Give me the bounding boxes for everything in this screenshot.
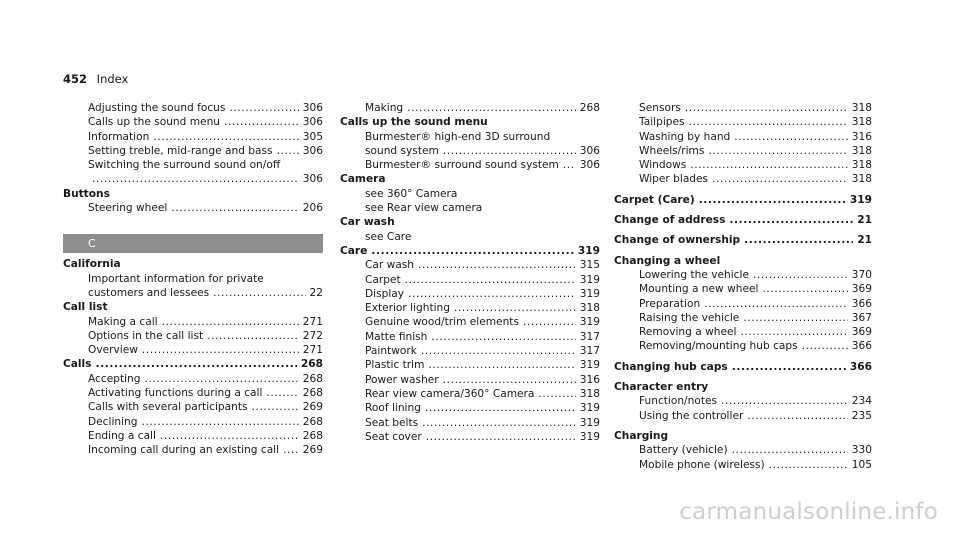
page-ref[interactable]: 268 — [300, 358, 323, 371]
leader-dots — [96, 357, 297, 371]
index-entry[interactable] — [340, 330, 600, 344]
entry-label: Raising the vehicle — [639, 311, 740, 324]
entry-label: Plastic trim — [365, 359, 425, 372]
entry-label: Making a call — [88, 315, 158, 328]
leader-dots — [454, 301, 576, 315]
entry-label: customers and lessees — [88, 286, 210, 299]
entry-label: Carpet (Care) — [614, 193, 695, 206]
entry-label: Car wash — [365, 259, 415, 272]
page-ref[interactable]: 235 — [851, 409, 872, 422]
index-heading[interactable] — [614, 233, 872, 247]
page-ref[interactable]: 268 — [302, 415, 323, 428]
page-ref[interactable]: 268 — [302, 429, 323, 442]
page-ref[interactable]: 318 — [851, 144, 872, 157]
entry-label: Carpet — [365, 273, 401, 286]
leader-dots — [729, 213, 853, 227]
index-entry[interactable] — [614, 325, 872, 339]
page-ref[interactable]: 234 — [851, 395, 872, 408]
entry-label: Information — [88, 130, 150, 143]
page-ref[interactable]: 319 — [577, 244, 600, 257]
index-heading[interactable] — [63, 257, 323, 271]
page-ref[interactable]: 317 — [579, 330, 600, 343]
entry-label: Battery (vehicle) — [639, 444, 728, 457]
leader-dots — [443, 373, 576, 387]
entry-label: Switching the surround sound on/off — [88, 159, 281, 172]
page-ref[interactable]: 21 — [857, 234, 872, 247]
page-ref[interactable]: 319 — [849, 193, 872, 206]
index-entry[interactable] — [614, 130, 872, 144]
entry-label: Camera — [340, 173, 386, 186]
index-heading[interactable] — [614, 193, 872, 207]
index-entry[interactable] — [614, 158, 872, 172]
leader-dots — [769, 458, 848, 472]
page-ref[interactable]: 269 — [302, 444, 323, 457]
page-ref[interactable]: 330 — [851, 444, 872, 457]
leader-dots — [689, 115, 848, 129]
entry-label: Steering wheel — [88, 202, 168, 215]
page-ref[interactable]: 272 — [302, 329, 323, 342]
leader-dots — [538, 387, 575, 401]
page-ref[interactable]: 269 — [302, 401, 323, 414]
entry-label: Windows — [639, 159, 687, 172]
index-entry[interactable] — [340, 301, 600, 315]
entry-label: Function/notes — [639, 395, 718, 408]
entry-label: Tailpipes — [639, 116, 685, 129]
index-entry[interactable] — [63, 372, 323, 386]
index-entry[interactable] — [614, 115, 872, 129]
index-entry[interactable] — [63, 329, 323, 343]
entry-label: Charging — [614, 429, 669, 442]
entry-label: Exterior lighting — [365, 302, 450, 315]
entry-label: Preparation — [639, 297, 701, 310]
index-entry[interactable] — [614, 172, 872, 186]
entry-label: Call list — [63, 301, 108, 314]
entry-label: sound system — [365, 144, 439, 157]
entry-label: Care — [340, 244, 368, 257]
leader-dots — [142, 343, 299, 357]
index-entry[interactable] — [340, 258, 600, 272]
index-heading[interactable] — [614, 213, 872, 227]
entry-label: Calls — [63, 358, 92, 371]
page-ref[interactable]: 318 — [579, 387, 600, 400]
index-entry[interactable] — [340, 273, 600, 287]
entry-label: Changing hub caps — [614, 360, 728, 373]
leader-dots — [418, 258, 576, 272]
leader-dots — [740, 325, 847, 339]
page-ref[interactable]: 319 — [579, 416, 600, 429]
entry-label: Ending a call — [88, 429, 156, 442]
leader-dots — [283, 443, 299, 457]
leader-dots — [229, 101, 298, 115]
page-ref[interactable]: 319 — [579, 430, 600, 443]
leader-dots — [425, 401, 576, 415]
entry-label: Car wash — [340, 216, 395, 229]
page-ref[interactable]: 318 — [851, 102, 872, 114]
page-header — [63, 72, 128, 86]
leader-dots — [277, 144, 299, 158]
page-ref[interactable]: 366 — [849, 360, 872, 373]
entry-label: Calls up the sound menu — [340, 116, 488, 129]
entry-label: Calls with several participants — [88, 401, 248, 414]
index-entry[interactable] — [614, 443, 872, 457]
index-entry[interactable] — [63, 443, 323, 457]
leader-dots — [421, 344, 576, 358]
leader-dots — [690, 158, 847, 172]
index-entry[interactable] — [63, 343, 323, 357]
entry-label: see Care — [365, 230, 412, 243]
leader-dots — [431, 330, 575, 344]
index-heading[interactable] — [340, 215, 600, 229]
leader-dots — [371, 244, 574, 258]
index-entry[interactable] — [63, 158, 323, 172]
leader-dots — [699, 193, 846, 207]
entry-label: Power washer — [365, 373, 439, 386]
leader-dots — [734, 130, 847, 144]
entry-label: Important information for private — [88, 272, 264, 285]
index-heading[interactable] — [63, 357, 323, 371]
leader-dots — [408, 287, 576, 301]
page-ref[interactable]: 316 — [579, 373, 600, 386]
index-heading[interactable] — [340, 244, 600, 258]
leader-dots — [171, 201, 298, 215]
index-heading[interactable] — [614, 360, 872, 374]
index-heading[interactable] — [63, 300, 323, 314]
page-title: Index — [96, 72, 129, 86]
page-ref[interactable]: 319 — [579, 316, 600, 329]
page-ref[interactable]: 105 — [851, 458, 872, 471]
index-entry[interactable] — [614, 282, 872, 296]
page-ref[interactable]: 268 — [579, 102, 600, 114]
leader-dots — [92, 172, 299, 186]
entry-label: Wiper blades — [639, 173, 709, 186]
page-ref[interactable]: 366 — [851, 340, 872, 353]
index-entry[interactable] — [63, 429, 323, 443]
index-entry[interactable] — [63, 144, 323, 158]
entry-label: Character entry — [614, 381, 709, 394]
index-entry[interactable] — [340, 101, 600, 115]
leader-dots — [428, 358, 575, 372]
entry-label: Mounting a new wheel — [639, 283, 759, 296]
leader-dots — [145, 372, 299, 386]
page-ref[interactable]: 306 — [579, 159, 600, 172]
leader-dots — [563, 158, 576, 172]
page-ref[interactable]: 305 — [302, 130, 323, 143]
index-entry[interactable] — [63, 400, 323, 414]
index-entry[interactable] — [340, 344, 600, 358]
entry-label: Genuine wood/trim elements — [365, 316, 519, 329]
entry-label: Incoming call during an existing call — [88, 444, 280, 457]
leader-dots — [704, 297, 848, 311]
entry-label: Matte finish — [365, 330, 428, 343]
entry-label: Seat cover — [365, 430, 422, 443]
index-entry[interactable] — [63, 386, 323, 400]
leader-dots — [252, 400, 299, 414]
entry-label: Burmester® surround sound system — [365, 159, 559, 172]
index-entry[interactable] — [340, 387, 600, 401]
leader-dots — [162, 315, 299, 329]
entry-label: California — [63, 258, 121, 271]
index-entry[interactable] — [63, 172, 323, 186]
index-heading[interactable] — [614, 429, 872, 443]
page-ref[interactable]: 369 — [851, 283, 872, 296]
leader-dots — [213, 286, 305, 300]
page-ref[interactable]: 319 — [579, 359, 600, 372]
page-ref[interactable]: 306 — [302, 173, 323, 186]
page-ref[interactable]: 369 — [851, 326, 872, 339]
index-heading[interactable] — [340, 172, 600, 186]
index-entry[interactable] — [340, 201, 600, 215]
index-entry[interactable] — [614, 409, 872, 423]
index-entry[interactable] — [63, 201, 323, 215]
page-ref[interactable]: 367 — [851, 311, 872, 324]
page-ref[interactable]: 22 — [309, 286, 323, 299]
entry-label: Display — [365, 287, 405, 300]
leader-dots — [747, 409, 847, 423]
leader-dots — [422, 416, 576, 430]
leader-dots — [743, 311, 847, 325]
index-entry[interactable] — [340, 144, 600, 158]
leader-dots — [443, 144, 576, 158]
index-entry[interactable] — [614, 394, 872, 408]
index-entry[interactable] — [340, 401, 600, 415]
index-entry[interactable] — [614, 144, 872, 158]
entry-label: Burmester® high-end 3D surround — [365, 130, 551, 143]
entry-label: Roof lining — [365, 402, 421, 415]
index-entry[interactable] — [63, 115, 323, 129]
leader-dots — [141, 415, 298, 429]
leader-dots — [708, 144, 847, 158]
entry-label: Washing by hand — [639, 130, 731, 143]
entry-label: see Rear view camera — [365, 202, 483, 215]
leader-dots — [426, 430, 576, 444]
page-ref[interactable]: 318 — [579, 302, 600, 315]
index-entry[interactable] — [340, 187, 600, 201]
index-entry[interactable] — [614, 311, 872, 325]
leader-dots — [266, 386, 298, 400]
index-entry[interactable] — [340, 416, 600, 430]
index-entry[interactable] — [63, 286, 323, 300]
page-ref[interactable]: 206 — [302, 202, 323, 215]
entry-label: Wheels/rims — [639, 144, 705, 157]
entry-label: Removing/mounting hub caps — [639, 340, 798, 353]
section-letter: C — [63, 234, 323, 253]
leader-dots — [685, 101, 848, 115]
leader-dots — [762, 282, 847, 296]
entry-label: Accepting — [88, 372, 141, 385]
entry-label: Using the controller — [639, 409, 744, 422]
entry-label: see 360° Camera — [365, 187, 458, 200]
page-ref[interactable]: 268 — [302, 372, 323, 385]
entry-label: Buttons — [63, 187, 110, 200]
leader-dots — [744, 233, 853, 247]
leader-dots — [802, 339, 848, 353]
index-entry[interactable] — [340, 315, 600, 329]
entry-label: Setting treble, mid-range and bass — [88, 144, 273, 157]
entry-label: Mobile phone (wireless) — [639, 458, 765, 471]
page-ref[interactable]: 306 — [579, 144, 600, 157]
index-entry[interactable] — [63, 415, 323, 429]
index-entry[interactable] — [614, 339, 872, 353]
leader-dots — [732, 360, 846, 374]
index-entry[interactable] — [340, 130, 600, 144]
index-entry[interactable] — [340, 430, 600, 444]
page-ref[interactable]: 319 — [579, 402, 600, 415]
page-ref[interactable]: 21 — [857, 214, 872, 227]
leader-dots — [160, 429, 299, 443]
page-ref[interactable]: 319 — [579, 273, 600, 286]
leader-dots — [721, 394, 848, 408]
entry-label: Calls up the sound menu — [88, 116, 221, 129]
index-entry[interactable] — [614, 101, 872, 115]
index-entry[interactable] — [340, 230, 600, 244]
page-ref[interactable]: 315 — [579, 259, 600, 272]
page-ref[interactable]: 318 — [851, 159, 872, 172]
index-entry[interactable] — [63, 315, 323, 329]
entry-label: Change of ownership — [614, 234, 741, 247]
index-entry[interactable] — [63, 101, 323, 115]
leader-dots — [224, 115, 299, 129]
index-entry[interactable] — [340, 373, 600, 387]
index-heading[interactable] — [614, 380, 872, 394]
page-ref[interactable]: 319 — [579, 287, 600, 300]
index-entry[interactable] — [340, 287, 600, 301]
entry-label: Lowering the vehicle — [639, 268, 749, 281]
page-ref[interactable]: 316 — [851, 130, 872, 143]
index-entry[interactable] — [614, 268, 872, 282]
page-ref[interactable]: 318 — [851, 116, 872, 129]
entry-label: Declining — [88, 415, 138, 428]
index-entry[interactable] — [614, 458, 872, 472]
page-ref[interactable]: 306 — [302, 102, 323, 114]
index-heading[interactable] — [614, 254, 872, 268]
leader-dots — [523, 315, 576, 329]
entry-label: Adjusting the sound focus — [88, 102, 226, 114]
page-ref[interactable]: 268 — [302, 387, 323, 400]
page-ref[interactable]: 271 — [302, 315, 323, 328]
leader-dots — [753, 268, 848, 282]
entry-label: Change of address — [614, 214, 726, 227]
index-entry[interactable] — [340, 158, 600, 172]
entry-label: Paintwork — [365, 345, 417, 358]
page-number: 452 — [63, 72, 88, 86]
index-entry[interactable] — [63, 130, 323, 144]
entry-label: Rear view camera/360° Camera — [365, 387, 535, 400]
entry-label: Seat belts — [365, 416, 419, 429]
leader-dots — [207, 329, 299, 343]
page-ref[interactable]: 306 — [302, 116, 323, 129]
index-heading[interactable] — [63, 187, 323, 201]
entry-label: Activating functions during a call — [88, 387, 263, 400]
page-ref[interactable]: 317 — [579, 345, 600, 358]
entry-label: Options in the call list — [88, 329, 204, 342]
index-column-1 — [63, 101, 323, 458]
page-ref[interactable]: 318 — [851, 173, 872, 186]
page-ref[interactable]: 306 — [302, 144, 323, 157]
leader-dots — [407, 101, 576, 115]
index-column-3 — [614, 101, 872, 472]
entry-label: Overview — [88, 344, 138, 357]
entry-label: Removing a wheel — [639, 326, 737, 339]
leader-dots — [405, 273, 576, 287]
index-column-2 — [340, 101, 600, 444]
page-ref[interactable]: 271 — [302, 344, 323, 357]
entry-label: Sensors — [639, 102, 681, 114]
entry-label: Making — [365, 102, 404, 114]
page-ref[interactable]: 370 — [851, 268, 872, 281]
entry-label: Changing a wheel — [614, 254, 721, 267]
page-ref[interactable]: 366 — [851, 297, 872, 310]
index-entry[interactable] — [63, 272, 323, 286]
index-heading[interactable] — [340, 115, 600, 129]
index-entry[interactable] — [614, 297, 872, 311]
leader-dots — [712, 172, 848, 186]
index-entry[interactable] — [340, 358, 600, 372]
leader-dots — [153, 130, 298, 144]
leader-dots — [732, 443, 848, 457]
watermark: carmanualsonline.info — [679, 499, 938, 525]
